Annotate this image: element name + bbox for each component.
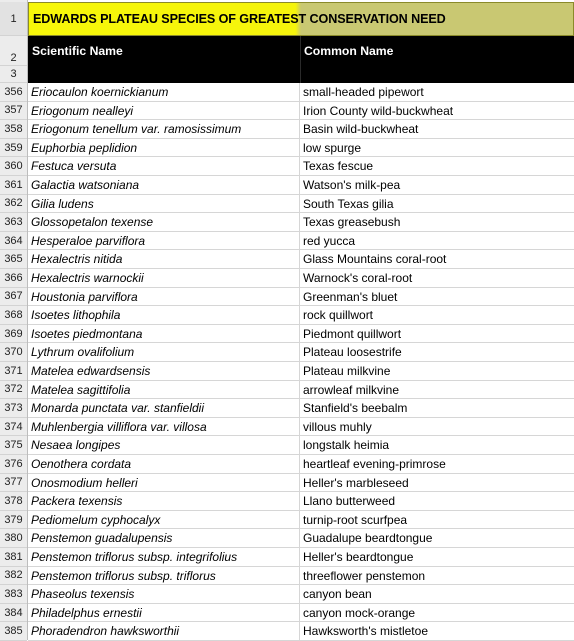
table-row[interactable] (28, 399, 574, 418)
common-name-cell[interactable]: Greenman's bluet (303, 289, 398, 304)
table-row[interactable] (28, 622, 574, 641)
header-scientific-name: Scientific Name (32, 44, 123, 58)
scientific-name-cell[interactable]: Penstemon triflorus subsp. integrifolius (28, 548, 300, 567)
common-name-cell[interactable]: longstalk heimia (303, 438, 390, 453)
title-cell[interactable] (28, 2, 574, 36)
table-row[interactable] (28, 306, 574, 325)
common-name-cell[interactable]: Watson's milk-pea (303, 178, 401, 192)
scientific-name-cell[interactable]: Muhlenbergia villiflora var. villosa (28, 418, 300, 437)
row-number[interactable]: 357 (0, 102, 27, 121)
scientific-name-cell[interactable]: Hexalectris nitida (28, 250, 300, 269)
scientific-name-cell[interactable]: Glossopetalon texense (28, 213, 300, 232)
scientific-name-cell[interactable]: Festuca versuta (28, 157, 300, 176)
scientific-name-cell[interactable]: Phoradendron hawksworthii (28, 622, 300, 641)
scientific-name-cell[interactable]: Pediomelum cyphocalyx (28, 511, 300, 530)
table-row[interactable] (28, 511, 574, 530)
scientific-name-cell[interactable]: Oenothera cordata (28, 455, 300, 474)
table-row[interactable] (28, 492, 574, 511)
row-number[interactable]: 364 (0, 232, 27, 251)
row-number[interactable]: 368 (0, 306, 27, 325)
table-row[interactable] (28, 529, 574, 548)
table-row[interactable] (28, 176, 574, 195)
table-row[interactable] (28, 381, 574, 400)
row-number[interactable]: 382 (0, 567, 27, 586)
common-name-cell[interactable]: low spurge (303, 140, 362, 155)
scientific-name-cell[interactable]: Hesperaloe parviflora (28, 232, 300, 251)
row-number[interactable]: 360 (0, 157, 27, 176)
table-row[interactable] (28, 269, 574, 288)
common-name-cell[interactable]: Warnock's coral-root (303, 271, 413, 285)
common-name-cell[interactable]: threeflower penstemon (303, 568, 426, 583)
scientific-name-cell[interactable]: Hexalectris warnockii (28, 269, 300, 288)
scientific-name-cell[interactable]: Nesaea longipes (28, 436, 300, 455)
table-row[interactable] (28, 232, 574, 251)
sheet-title: EDWARDS PLATEAU SPECIES OF GREATEST CONSERVATION NEED (33, 12, 446, 26)
table-row[interactable] (28, 548, 574, 567)
row-number[interactable]: 371 (0, 362, 27, 381)
table-row[interactable] (28, 213, 574, 232)
row-number[interactable]: 369 (0, 325, 27, 344)
table-row[interactable] (28, 474, 574, 493)
row-number-column (0, 0, 28, 640)
row-number-2[interactable]: 2 (0, 36, 27, 66)
row-number[interactable]: 385 (0, 622, 27, 641)
row-number[interactable]: 383 (0, 585, 27, 604)
table-row[interactable] (28, 436, 574, 455)
header-common-name: Common Name (304, 44, 394, 58)
row-number[interactable]: 373 (0, 399, 27, 418)
scientific-name-cell[interactable]: Isoetes lithophila (28, 306, 300, 325)
column-header-row[interactable] (28, 36, 574, 83)
row-number[interactable]: 378 (0, 492, 27, 511)
row-number-1[interactable]: 1 (0, 2, 27, 36)
row-number[interactable]: 361 (0, 176, 27, 195)
common-name-cell[interactable]: Basin wild-buckwheat (303, 122, 419, 137)
row-number[interactable]: 379 (0, 511, 27, 530)
common-name-cell[interactable]: Plateau milkvine (303, 364, 391, 378)
common-name-cell[interactable]: Irion County wild-buckwheat (303, 103, 454, 118)
common-name-cell[interactable]: Guadalupe beardtongue (303, 531, 433, 546)
row-number[interactable]: 362 (0, 195, 27, 214)
scientific-name-cell[interactable]: Monarda punctata var. stanfieldii (28, 399, 300, 418)
common-name-cell[interactable]: Heller's beardtongue (303, 550, 414, 564)
row-number[interactable]: 359 (0, 139, 27, 158)
common-name-cell[interactable]: turnip-root scurfpea (303, 512, 408, 527)
common-name-cell[interactable]: Stanfield's beebalm (303, 401, 408, 416)
scientific-name-cell[interactable]: Gilia ludens (28, 195, 300, 214)
table-row[interactable] (28, 585, 574, 604)
common-name-cell[interactable]: Llano butterweed (303, 494, 396, 509)
scientific-name-cell[interactable]: Galactia watsoniana (28, 176, 300, 195)
scientific-name-cell[interactable]: Eriogonum tenellum var. ramosissimum (28, 120, 300, 139)
scientific-name-cell[interactable]: Houstonia parviflora (28, 288, 300, 307)
table-row[interactable] (28, 343, 574, 362)
scientific-name-cell[interactable]: Philadelphus ernestii (28, 604, 300, 623)
scientific-name-cell[interactable]: Matelea sagittifolia (28, 381, 300, 400)
scientific-name-cell[interactable]: Lythrum ovalifolium (28, 343, 300, 362)
table-row[interactable] (28, 102, 574, 121)
common-name-cell[interactable]: Plateau loosestrife (303, 345, 402, 360)
scientific-name-cell[interactable]: Penstemon triflorus subsp. triflorus (28, 567, 300, 586)
common-name-cell[interactable]: heartleaf evening-primrose (303, 457, 446, 471)
row-number[interactable]: 384 (0, 604, 27, 623)
common-name-cell[interactable]: Texas greasebush (303, 215, 401, 230)
scientific-name-cell[interactable]: Matelea edwardsensis (28, 362, 300, 381)
table-row[interactable] (28, 83, 574, 102)
scientific-name-cell[interactable]: Packera texensis (28, 492, 300, 511)
row-number[interactable]: 380 (0, 529, 27, 548)
row-number[interactable]: 375 (0, 436, 27, 455)
common-name-cell[interactable]: South Texas gilia (303, 196, 394, 211)
table-row[interactable] (28, 455, 574, 474)
common-name-cell[interactable]: Texas fescue (303, 159, 374, 174)
row-number[interactable]: 381 (0, 548, 27, 567)
row-number[interactable]: 372 (0, 381, 27, 400)
row-number-3[interactable]: 3 (0, 66, 27, 83)
common-name-cell[interactable]: small-headed pipewort (303, 85, 424, 99)
row-number[interactable]: 366 (0, 269, 27, 288)
scientific-name-cell[interactable]: Penstemon guadalupensis (28, 529, 300, 548)
row-number[interactable]: 377 (0, 474, 27, 493)
common-name-cell[interactable]: canyon mock-orange (303, 605, 416, 620)
table-row[interactable] (28, 288, 574, 307)
common-name-cell[interactable]: villous muhly (303, 419, 372, 434)
row-number[interactable]: 376 (0, 455, 27, 474)
common-name-cell[interactable]: Piedmont quillwort (303, 326, 402, 341)
common-name-cell[interactable]: arrowleaf milkvine (303, 382, 400, 397)
scientific-name-cell[interactable]: Euphorbia peplidion (28, 139, 300, 158)
table-row[interactable] (28, 120, 574, 139)
table-row[interactable] (28, 418, 574, 437)
row-number[interactable]: 356 (0, 83, 27, 102)
header-divider (300, 36, 301, 83)
table-row[interactable] (28, 567, 574, 586)
scientific-name-cell[interactable]: Onosmodium helleri (28, 474, 300, 493)
table-row[interactable] (28, 362, 574, 381)
common-name-cell[interactable]: canyon bean (303, 587, 372, 602)
row-number[interactable]: 358 (0, 120, 27, 139)
scientific-name-cell[interactable]: Eriocaulon koernickianum (28, 83, 300, 102)
scientific-name-cell[interactable]: Eriogonum nealleyi (28, 102, 300, 121)
common-name-cell[interactable]: Glass Mountains coral-root (303, 252, 447, 267)
table-row[interactable] (28, 325, 574, 344)
common-name-cell[interactable]: Hawksworth's mistletoe (303, 624, 428, 639)
table-row[interactable] (28, 157, 574, 176)
row-number[interactable]: 367 (0, 288, 27, 307)
row-number[interactable]: 363 (0, 213, 27, 232)
scientific-name-cell[interactable]: Phaseolus texensis (28, 585, 300, 604)
table-row[interactable] (28, 604, 574, 623)
table-row[interactable] (28, 139, 574, 158)
common-name-cell[interactable]: rock quillwort (303, 308, 374, 323)
row-number[interactable]: 374 (0, 418, 27, 437)
common-name-cell[interactable]: Heller's marbleseed (303, 475, 409, 490)
table-row[interactable] (28, 195, 574, 214)
common-name-cell[interactable]: red yucca (303, 233, 356, 248)
scientific-name-cell[interactable]: Isoetes piedmontana (28, 325, 300, 344)
row-number[interactable]: 365 (0, 250, 27, 269)
row-number[interactable]: 370 (0, 343, 27, 362)
table-row[interactable] (28, 250, 574, 269)
